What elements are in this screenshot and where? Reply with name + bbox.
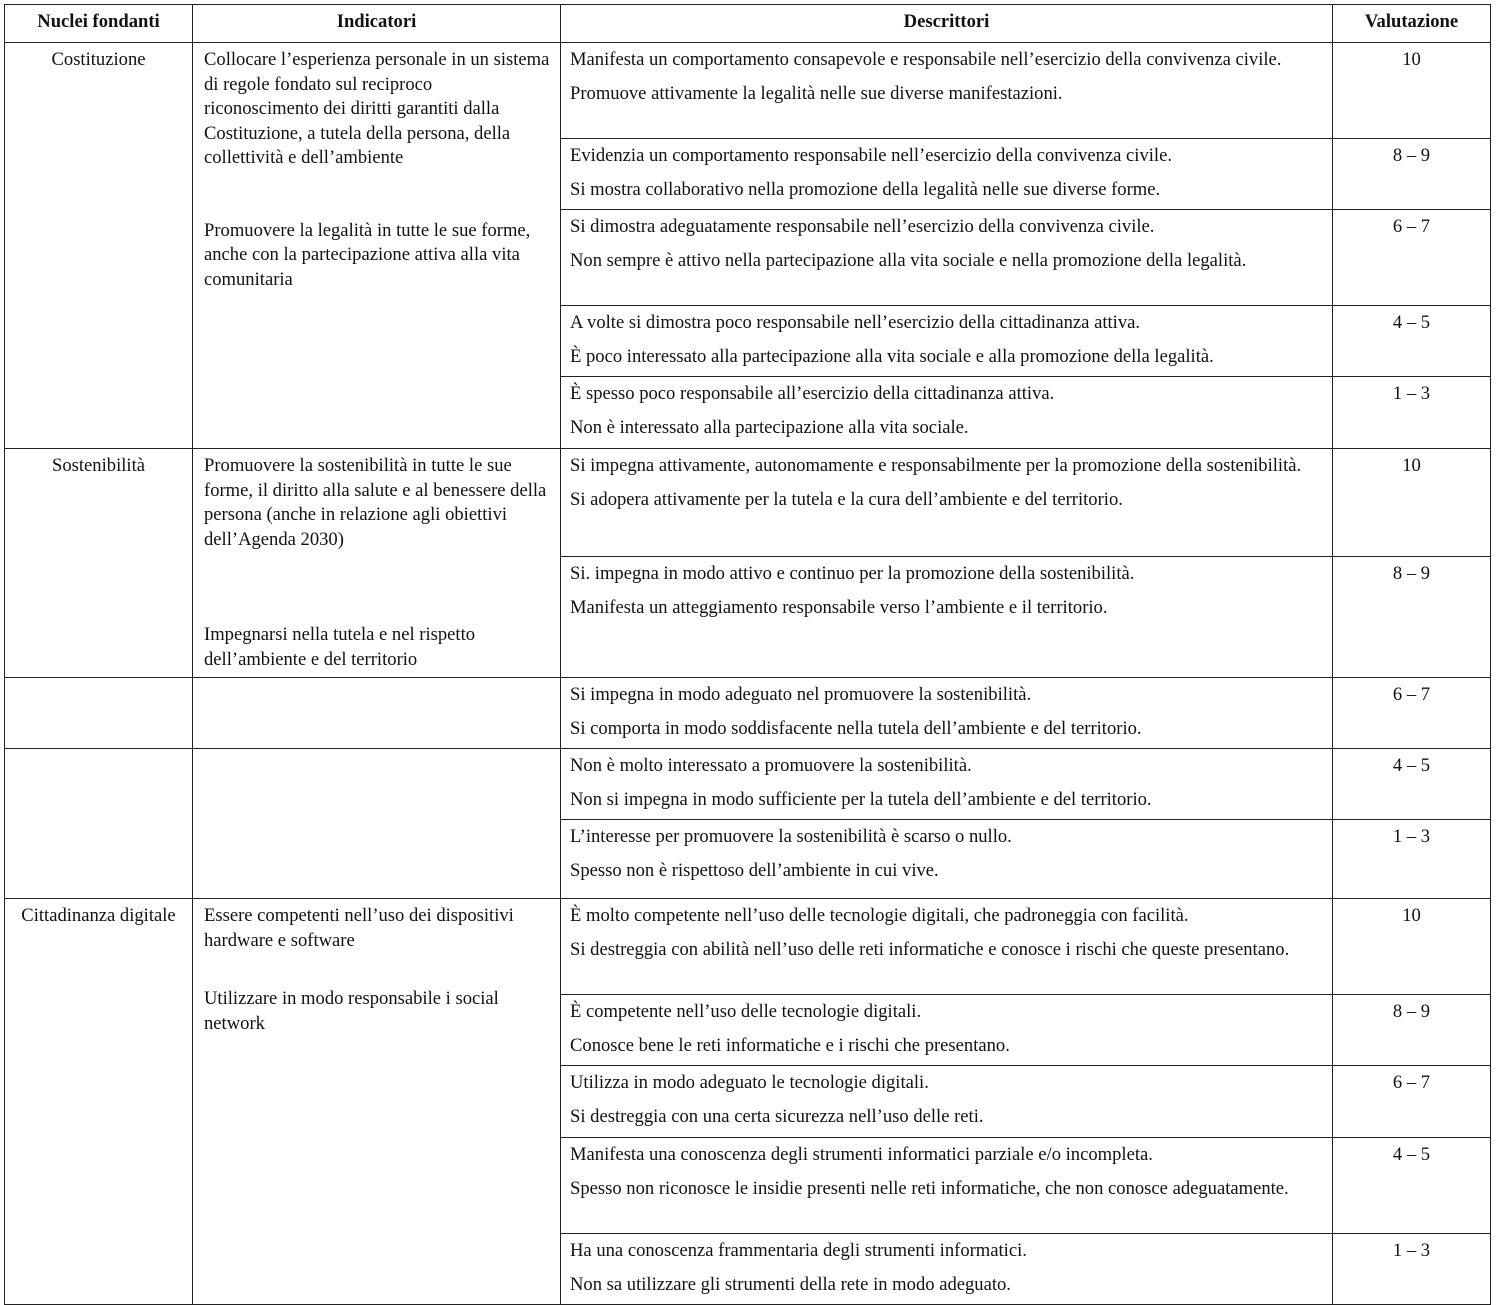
valutazione-cell: 8 – 9: [1333, 995, 1491, 1066]
valutazione-cell: 8 – 9: [1333, 557, 1491, 678]
descrittore-text: Non è molto interessato a promuovere la sostenibilità.: [570, 755, 972, 776]
header-row: [5, 5, 1491, 43]
indicatore-text: Promuovere la sostenibilità in tutte le sue forme, il diritto alla salute e al benessere della persona (anche in relazione agli obiettivi dell’Agenda 2030): [204, 455, 547, 550]
descrittore-cell: [561, 557, 1333, 678]
empty-cell: [193, 678, 561, 749]
descrittore-cell: [561, 210, 1333, 306]
descrittore-text: Manifesta un comportamento consapevole e responsabile nell’esercizio della convivenza civile.: [570, 49, 1282, 70]
valutazione-cell: 6 – 7: [1333, 210, 1491, 306]
valutazione-cell: 1 – 3: [1333, 820, 1491, 899]
indicatore-text: Collocare l’esperienza personale in un sistema di regole fondato sul reciproco riconoscimento dei diritti garantiti dalla Costituzione, a tutela della persona, della collettività e dell’ambiente: [204, 49, 550, 168]
descrittore-text: Promuove attivamente la legalità nelle sue diverse manifestazioni.: [570, 82, 1063, 104]
descrittore-cell: [561, 1138, 1333, 1234]
descrittore-text: Si mostra collaborativo nella promozione della legalità nelle sue diverse forme.: [570, 178, 1161, 200]
descrittore-text: Manifesta una conoscenza degli strumenti informatici parziale e/o incompleta.: [570, 1144, 1153, 1165]
table-row: [5, 899, 1491, 995]
descrittore-text: Non sa utilizzare gli strumenti della rete in modo adeguato.: [570, 1273, 1011, 1295]
indicatore-text: Impegnarsi nella tutela e nel rispetto dell’ambiente e del territorio: [204, 624, 476, 670]
descrittore-cell: [561, 1234, 1333, 1305]
descrittore-text: Si impegna attivamente, autonomamente e responsabilmente per la promozione della sostenibilità.: [570, 455, 1302, 476]
indicatori-costituzione: [193, 43, 561, 449]
empty-cell: [193, 749, 561, 899]
descrittore-text: Si impegna in modo adeguato nel promuovere la sostenibilità.: [570, 684, 1032, 705]
nucleo-digitale: Cittadinanza digitale: [5, 899, 193, 1305]
descrittore-text: Manifesta un atteggiamento responsabile verso l’ambiente e il territorio.: [570, 596, 1108, 618]
descrittore-cell: [561, 43, 1333, 139]
rubric-table: [4, 4, 1491, 1305]
empty-cell: [5, 749, 193, 899]
valutazione-cell: 4 – 5: [1333, 306, 1491, 377]
valutazione-cell: 6 – 7: [1333, 678, 1491, 749]
descrittore-cell: [561, 139, 1333, 210]
indicatori-sostenibilita: [193, 449, 561, 678]
header-valutazione: Valutazione: [1333, 5, 1491, 43]
valutazione-cell: 1 – 3: [1333, 1234, 1491, 1305]
descrittore-text: Non è interessato alla partecipazione alla vita sociale.: [570, 416, 969, 438]
descrittore-text: Si destreggia con una certa sicurezza nell’uso delle reti.: [570, 1105, 984, 1127]
descrittore-text: Si comporta in modo soddisfacente nella tutela dell’ambiente e del territorio.: [570, 717, 1142, 739]
descrittore-cell: [561, 377, 1333, 449]
indicatore-text: Promuovere la legalità in tutte le sue forme, anche con la partecipazione attiva alla vita comunitaria: [204, 219, 531, 290]
table-row: [5, 749, 1491, 820]
indicatore-text: Essere competenti nell’uso dei dispositivi hardware e software: [204, 905, 514, 951]
empty-cell: [5, 678, 193, 749]
nucleo-sostenibilita: Sostenibilità: [5, 449, 193, 678]
indicatore-text: Utilizzare in modo responsabile i social network: [204, 988, 499, 1034]
descrittore-cell: [561, 820, 1333, 899]
descrittore-text: Si. impegna in modo attivo e continuo per la promozione della sostenibilità.: [570, 563, 1135, 585]
valutazione-cell: 4 – 5: [1333, 1138, 1491, 1234]
descrittore-cell: [561, 1066, 1333, 1138]
header-nuclei: Nuclei fondanti: [5, 5, 193, 43]
descrittore-text: È poco interessato alla partecipazione alla vita sociale e alla promozione della legalità.: [570, 345, 1214, 367]
descrittore-text: Utilizza in modo adeguato le tecnologie digitali.: [570, 1072, 929, 1093]
descrittore-text: Ha una conoscenza frammentaria degli strumenti informatici.: [570, 1240, 1027, 1261]
descrittore-cell: [561, 899, 1333, 995]
descrittore-text: È molto competente nell’uso delle tecnologie digitali, che padroneggia con facilità.: [570, 905, 1189, 926]
valutazione-cell: 8 – 9: [1333, 139, 1491, 210]
descrittore-cell: [561, 995, 1333, 1066]
valutazione-cell: 10: [1333, 899, 1491, 995]
descrittore-cell: [561, 306, 1333, 377]
descrittore-text: A volte si dimostra poco responsabile nell’esercizio della cittadinanza attiva.: [570, 312, 1141, 333]
descrittore-text: Spesso non riconosce le insidie presenti nelle reti informatiche, che non conosce adeguatamente.: [570, 1177, 1289, 1199]
descrittore-text: Si destreggia con abilità nell’uso delle reti informatiche e conosce i rischi che queste presentano.: [570, 938, 1290, 960]
nucleo-costituzione: Costituzione: [5, 43, 193, 449]
valutazione-cell: 4 – 5: [1333, 749, 1491, 820]
table-row: [5, 449, 1491, 557]
table-row: [5, 43, 1491, 139]
descrittore-text: Non sempre è attivo nella partecipazione alla vita sociale e nella promozione della legalità.: [570, 249, 1247, 271]
descrittore-text: Si adopera attivamente per la tutela e la cura dell’ambiente e del territorio.: [570, 488, 1123, 510]
descrittore-text: Non si impegna in modo sufficiente per la tutela dell’ambiente e del territorio.: [570, 788, 1152, 810]
valutazione-cell: 6 – 7: [1333, 1066, 1491, 1138]
evaluation-rubric: [4, 4, 1491, 1305]
descrittore-text: L’interesse per promuovere la sostenibilità è scarso o nullo.: [570, 826, 1012, 847]
descrittore-cell: [561, 749, 1333, 820]
header-indicatori: Indicatori: [193, 5, 561, 43]
descrittore-cell: [561, 449, 1333, 557]
descrittore-text: È competente nell’uso delle tecnologie digitali.: [570, 1001, 922, 1022]
indicatori-digitale: [193, 899, 561, 1305]
descrittore-text: Spesso non è rispettoso dell’ambiente in cui vive.: [570, 859, 939, 881]
descrittore-text: Si dimostra adeguatamente responsabile nell’esercizio della convivenza civile.: [570, 216, 1155, 237]
valutazione-cell: 10: [1333, 43, 1491, 139]
descrittore-text: È spesso poco responsabile all’esercizio della cittadinanza attiva.: [570, 383, 1055, 404]
valutazione-cell: 1 – 3: [1333, 377, 1491, 449]
valutazione-cell: 10: [1333, 449, 1491, 557]
header-descrittori: Descrittori: [561, 5, 1333, 43]
table-row: [5, 678, 1491, 749]
descrittore-cell: [561, 678, 1333, 749]
descrittore-text: Evidenzia un comportamento responsabile nell’esercizio della convivenza civile.: [570, 145, 1172, 166]
descrittore-text: Conosce bene le reti informatiche e i rischi che presentano.: [570, 1034, 1010, 1056]
